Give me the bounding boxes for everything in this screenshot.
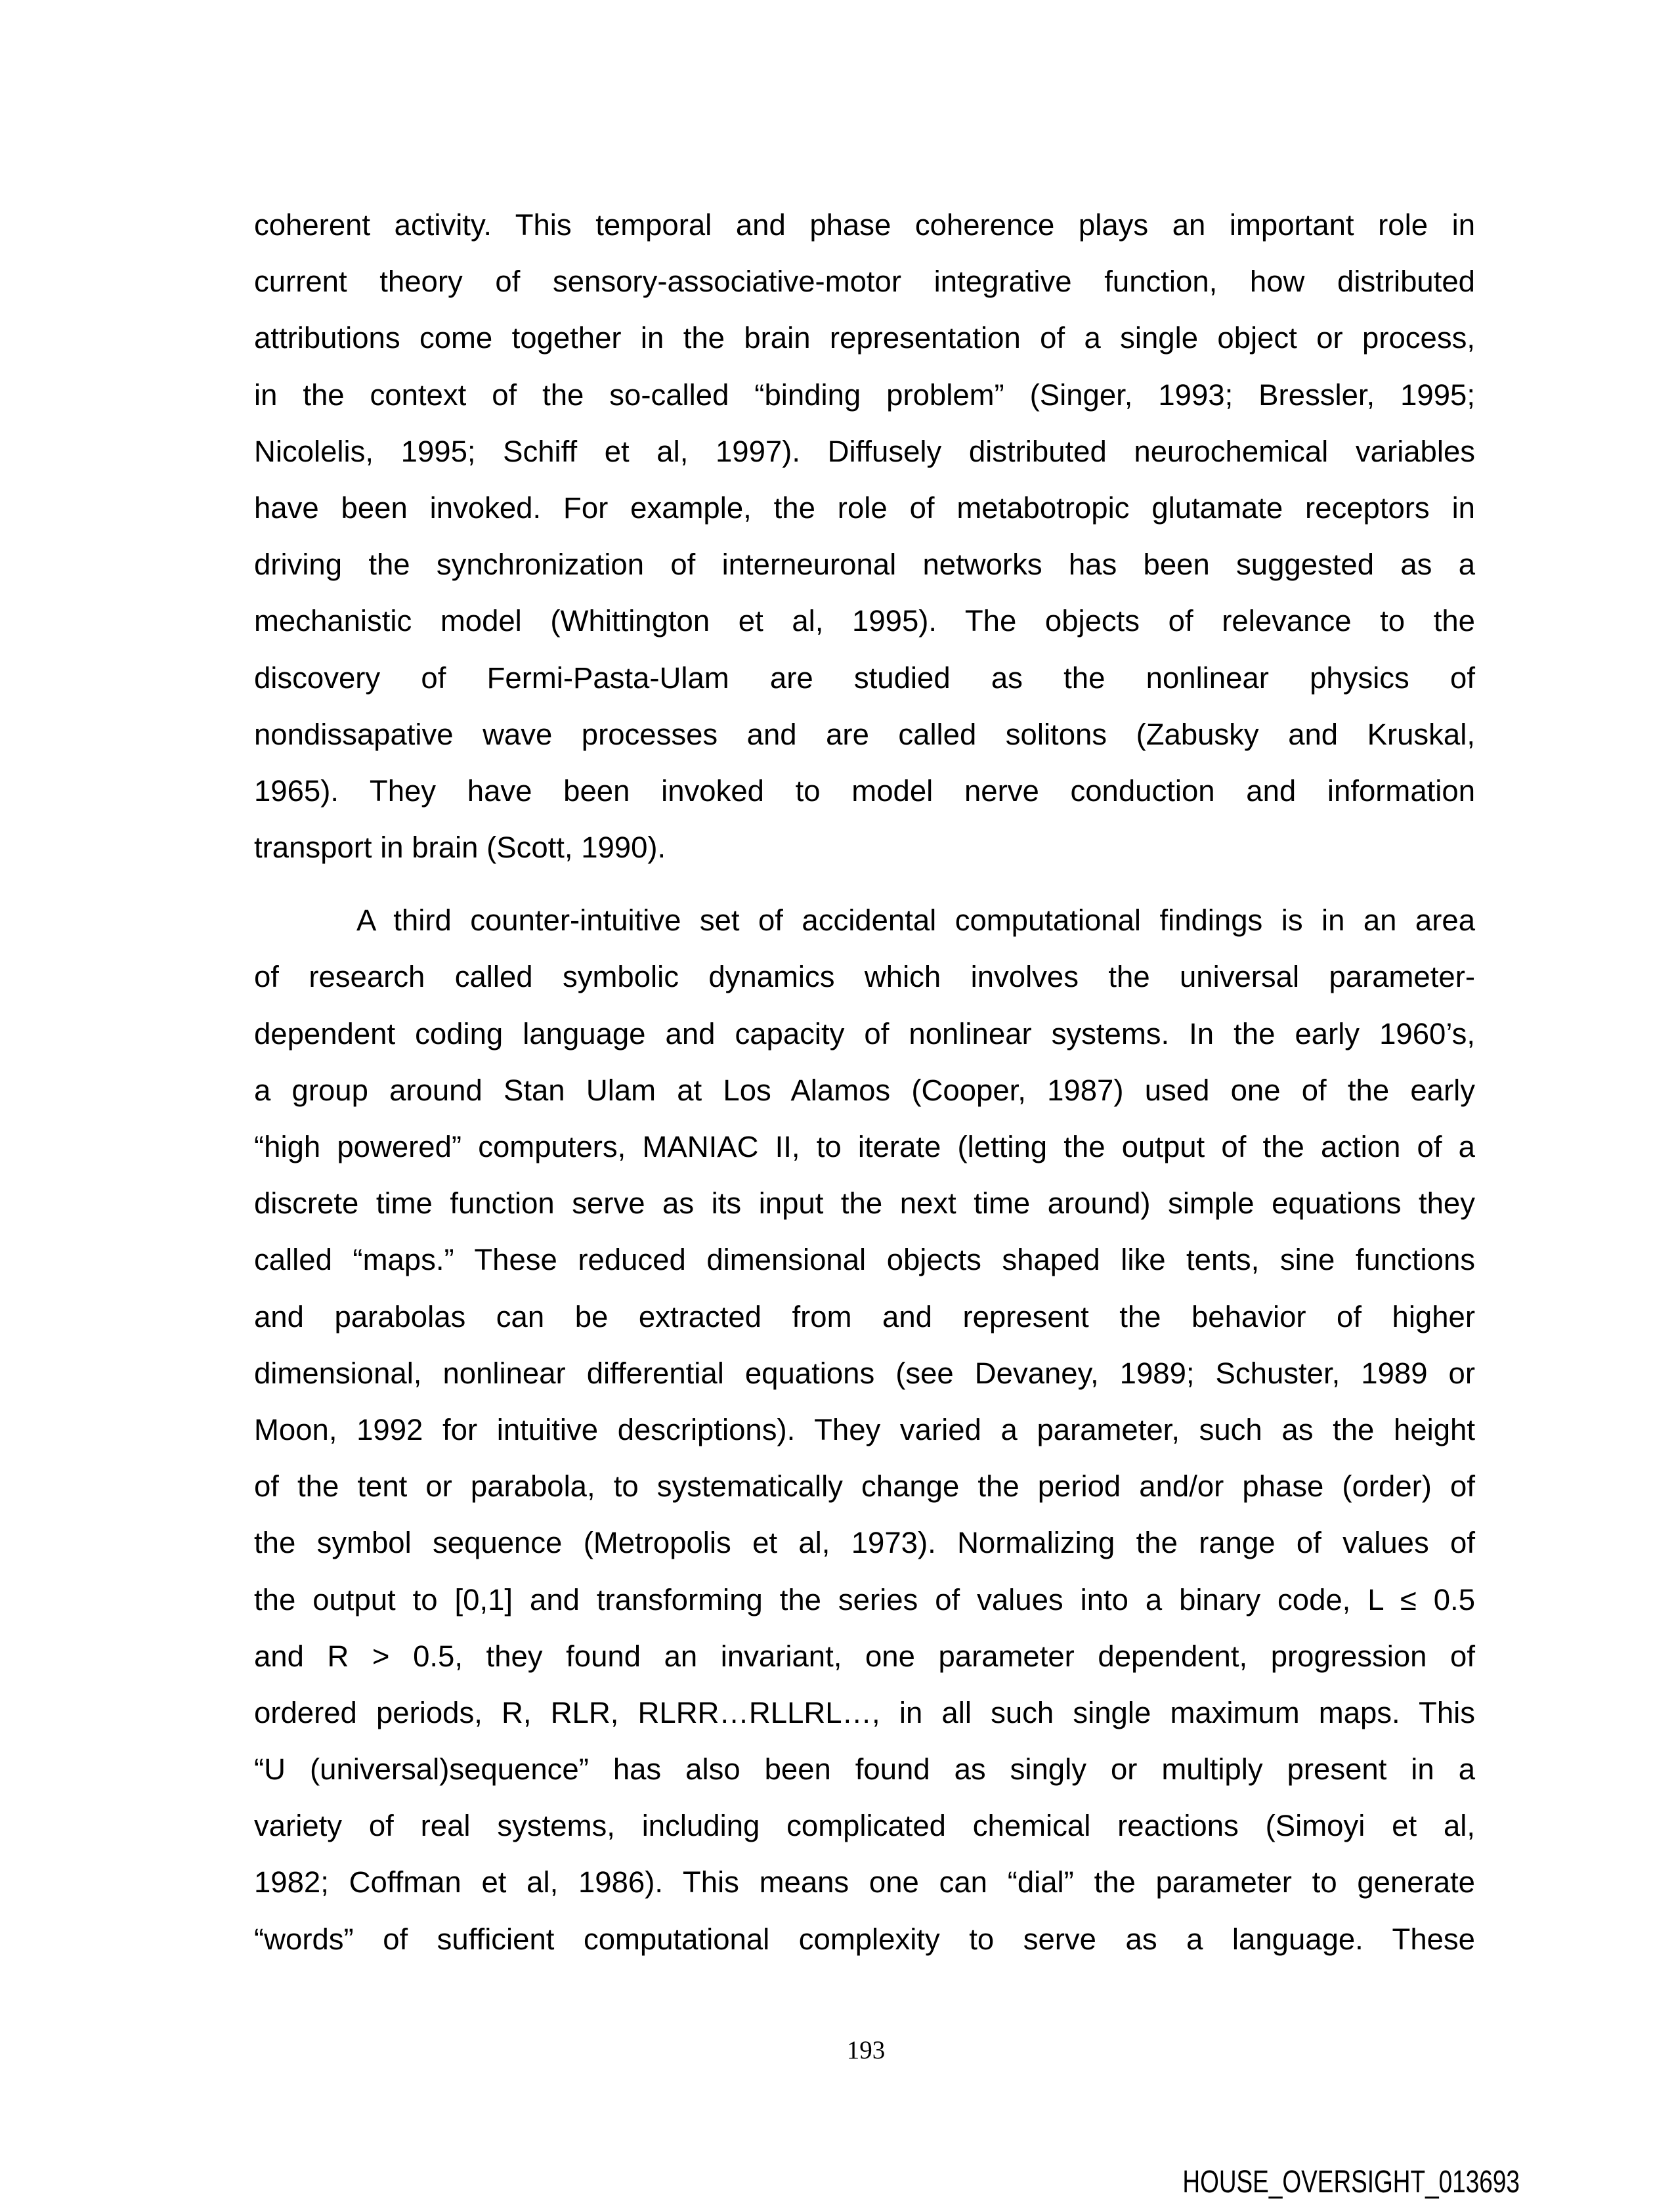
text-line: mechanistic model (Whittington et al, 1995). The objects of relevance to the bbox=[254, 604, 1475, 638]
text-line: “words” of sufficient computational complexity to serve as a language. These bbox=[254, 1922, 1475, 1956]
text-line: the symbol sequence (Metropolis et al, 1973). Normalizing the range of values of bbox=[254, 1526, 1475, 1560]
text-line: the output to [0,1] and transforming the series of values into a binary code, L ≤ 0.5 bbox=[254, 1582, 1475, 1616]
text-line: in the context of the so-called “binding problem” (Singer, 1993; Bressler, 1995; bbox=[254, 378, 1475, 412]
text-line: dependent coding language and capacity of nonlinear systems. In the early 1960’s, bbox=[254, 1016, 1475, 1051]
text-line: have been invoked. For example, the role of metabotropic glutamate receptors in bbox=[254, 490, 1475, 525]
text-line: of the tent or parabola, to systematically change the period and/or phase (order) of bbox=[254, 1469, 1475, 1504]
text-line: discovery of Fermi-Pasta-Ulam are studied as the nonlinear physics of bbox=[254, 661, 1475, 695]
text-line: “U (universal)sequence” has also been found as singly or multiply present in a bbox=[254, 1752, 1475, 1787]
text-line: driving the synchronization of interneuronal networks has been suggested as a bbox=[254, 548, 1475, 582]
text-line: discrete time function serve as its input the next time around) simple equations they bbox=[254, 1186, 1475, 1221]
text-line: ordered periods, R, RLR, RLRR…RLLRL…, in all such single maximum maps. This bbox=[254, 1695, 1475, 1729]
text-line: 1965). They have been invoked to model nerve conduction and information bbox=[254, 773, 1475, 808]
text-line: coherent activity. This temporal and phase coherence plays an important role in bbox=[254, 208, 1475, 242]
paragraph-1 bbox=[254, 197, 1475, 876]
text-line: Nicolelis, 1995; Schiff et al, 1997). Diffusely distributed neurochemical variables bbox=[254, 434, 1475, 468]
text-line: a group around Stan Ulam at Los Alamos (Cooper, 1987) used one of the early bbox=[254, 1073, 1475, 1107]
text-line: A third counter-intuitive set of accidental computational findings is in an area bbox=[356, 903, 1475, 938]
text-line: Moon, 1992 for intuitive descriptions). They varied a parameter, such as the height bbox=[254, 1412, 1475, 1446]
text-line: and R > 0.5, they found an invariant, one parameter dependent, progression of bbox=[254, 1639, 1475, 1673]
text-line: of research called symbolic dynamics which involves the universal parameter- bbox=[254, 960, 1475, 994]
text-line: called “maps.” These reduced dimensional objects shaped like tents, sine functions bbox=[254, 1243, 1475, 1277]
text-line: current theory of sensory-associative-motor integrative function, how distributed bbox=[254, 265, 1475, 299]
text-line: nondissapative wave processes and are called solitons (Zabusky and Kruskal, bbox=[254, 717, 1475, 751]
text-line: dimensional, nonlinear differential equations (see Devaney, 1989; Schuster, 1989 or bbox=[254, 1356, 1475, 1390]
page-number: 193 bbox=[846, 2036, 886, 2064]
paragraph-2 bbox=[254, 892, 1475, 1968]
text-line: and parabolas can be extracted from and represent the behavior of higher bbox=[254, 1299, 1475, 1334]
body-text bbox=[254, 197, 1475, 1968]
text-line: “high powered” computers, MANIAC II, to iterate (letting the output of the action of a bbox=[254, 1130, 1475, 1163]
bates-number: HOUSE_OVERSIGHT_013693 bbox=[1182, 2165, 1520, 2200]
text-line: attributions come together in the brain representation of a single object or process, bbox=[254, 321, 1475, 355]
text-line: variety of real systems, including complicated chemical reactions (Simoyi et al, bbox=[254, 1809, 1475, 1843]
text-line: 1982; Coffman et al, 1986). This means one can “dial” the parameter to generate bbox=[254, 1865, 1475, 1899]
text-line: transport in brain (Scott, 1990). bbox=[254, 831, 666, 865]
